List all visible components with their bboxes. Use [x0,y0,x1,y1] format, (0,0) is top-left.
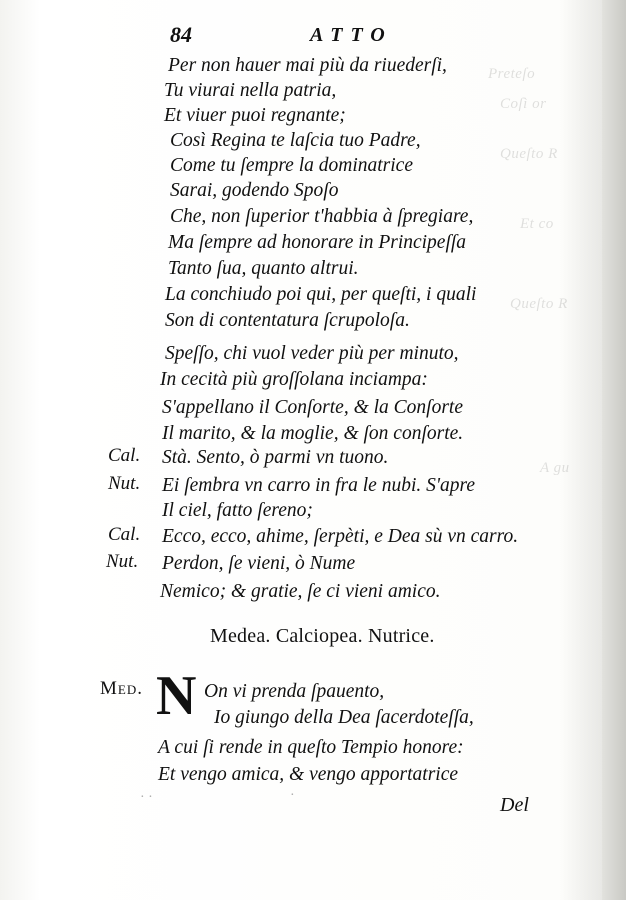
verse-line: Son di contentatura ſcrupoloſa. [165,310,410,331]
verse-line: In cecità più groſſolana inciampa: [160,369,428,390]
verse-line: Ma ſempre ad honorare in Principeſſa [168,232,467,253]
verse-line: Tu viurai nella patria, [164,80,337,101]
dialogue-line: Io giungo della Dea ſacerdoteſſa, [214,707,474,728]
ink-smudge: · · [140,790,153,805]
bleed-through: Coſì or [500,96,547,112]
page-header [170,22,470,52]
scene-heading: Medea. Calciopea. Nutrice. [210,625,435,647]
drop-capital: N [156,665,197,727]
verse-line: Per non hauer mai più da riuederſi, [168,55,447,76]
bleed-through: Et co [520,216,554,232]
speaker-label: Nut. [106,551,139,572]
dialogue-line: Ecco, ecco, ahime, ſerpèti, e Dea sù vn carro. [162,526,519,547]
dialogue-line: Stà. Sento, ò parmi vn tuono. [162,447,389,468]
bleed-through: A gu [540,460,570,476]
verse-line: Sarai, godendo Spoſo [170,180,339,201]
verse-line: Che, non ſuperior t'habbia à ſpregiare, [170,206,474,227]
dialogue-line: Ei ſembra vn carro in fra le nubi. S'apre [162,475,476,496]
verse-line: La conchiudo poi qui, per queſti, i quali [165,284,477,305]
page-number: 84 [170,22,192,47]
bleed-through: Queſto R [500,146,558,162]
dialogue-line: On vi prenda ſpauento, [204,681,385,702]
dialogue-line: Et vengo amica, & vengo apportatrice [158,764,459,785]
running-head: ATTO [310,24,393,46]
bleed-through: Preteſo [488,66,536,82]
verse-line: Come tu ſempre la dominatrice [170,155,413,176]
speaker-label: Nut. [108,473,141,494]
bleed-through: Queſto R [510,296,568,312]
verse-line: Così Regina te laſcia tuo Padre, [170,130,421,151]
verse-line: Et viuer puoi regnante; [164,105,346,126]
dialogue-line: Nemico; & gratie, ſe ci vieni amico. [160,581,441,602]
verse-line: Il marito, & la moglie, & ſon conſorte. [162,423,464,444]
speaker-label: Med. [100,678,143,699]
speaker-label: Cal. [108,445,141,466]
ink-smudge: · [290,788,295,803]
verse-line: Speſſo, chi vuol veder più per minuto, [165,343,459,364]
dialogue-line: Perdon, ſe vieni, ò Nume [162,553,356,574]
verse-line: Tanto ſua, quanto altrui. [168,258,359,279]
catchword: Del [500,794,529,816]
speaker-label: Cal. [108,524,141,545]
dialogue-line: A cui ſi rende in queſto Tempio honore: [158,737,464,758]
verse-line: S'appellano il Conſorte, & la Conſorte [162,397,464,418]
dialogue-line: Il ciel, fatto ſereno; [162,500,313,521]
page-edge [602,0,626,900]
